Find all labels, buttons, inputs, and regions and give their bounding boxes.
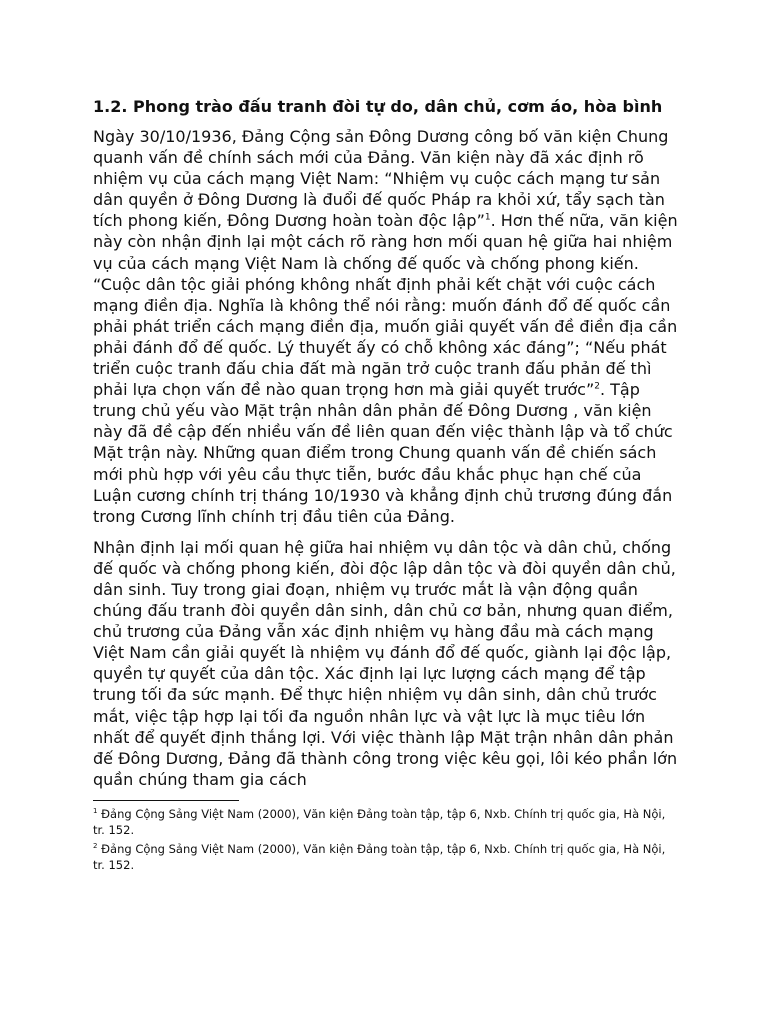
footnote-2-marker: 2 <box>93 842 98 851</box>
footnote-2-text: Đảng Cộng Sảng Việt Nam (2000), Văn kiện Đảng toàn tập, tập 6, Nxb. Chính trị quốc gia, Hà Nội, tr. 152. <box>93 841 666 873</box>
section-heading: 1.2. Phong trào đấu tranh đòi tự do, dân chủ, cơm áo, hòa bình <box>93 97 663 116</box>
footnote-ref-1[interactable]: 1 <box>484 213 491 224</box>
body-paragraph-1 <box>93 126 678 527</box>
paragraph-1-text-a: Ngày 30/10/1936, Đảng Cộng sản Đông Dương công bố văn kiện Chung quanh vấn đề chính sách mới của Đảng. Văn kiện này đã xác định rõ nhiệm vụ của cách mạng Việt Nam: “Nhiệm vụ cuộc cách mạng tư sản dân quyền ở Đông Dương là đuổi đế quốc Pháp ra khỏi xứ, tẩy sạch tàn tích phong kiến, Đông Dương hoàn toàn độc lập” <box>93 127 669 231</box>
footnote-1-text: Đảng Cộng Sảng Việt Nam (2000), Văn kiện Đảng toàn tập, tập 6, Nxb. Chính trị quốc gia, Hà Nội, tr. 152. <box>93 806 666 838</box>
footnote-1 <box>93 806 678 839</box>
footnote-ref-2[interactable]: 2 <box>594 381 600 392</box>
body-paragraph-2: Nhận định lại mối quan hệ giữa hai nhiệm vụ dân tộc và dân chủ, chống đế quốc và chống phong kiến, đòi độc lập dân tộc và đòi quyền dân chủ, dân sinh. Tuy trong giai đoạn, nhiệm vụ trước mắt là vận động quần chúng đấu tranh đòi quyền dân sinh, dân chủ cơ bản, nhưng quan điểm, chủ trương của Đảng vẫn xác định nhiệm vụ hàng đầu mà cách mạng Việt Nam cần giải quyết là nhiệm vụ đánh đổ đế quốc, giành lại độc lập, quyền tự quyết của dân tộc. Xác định lại lực lượng cách mạng để tập trung tối đa sức mạnh. Để thực hiện nhiệm vụ dân sinh, dân chủ trước mắt, việc tập hợp lại tối đa nguồn nhân lực và vật lực là mục tiêu lớn nhất để quyết định thắng lợi. Với việc thành lập Mặt trận nhân dân phản đế Đông Dương, Đảng đã thành công trong việc kêu gọi, lôi kéo phần lớn quần chúng tham gia cách <box>93 537 678 789</box>
footnote-2 <box>93 841 678 874</box>
paragraph-1-text-b: . Hơn thế nữa, văn kiện này còn nhận định lại một cách rõ ràng hơn mối quan hệ giữa hai nhiệm vụ của cách mạng Việt Nam là chống đế quốc và chống phong kiến. “Cuộc dân tộc giải phóng không nhất định phải kết chặt với cuộc cách mạng điền địa. Nghĩa là không thể nói rằng: muốn đánh đổ đế quốc cần phải phát triển cách mạng điền địa, muốn giải quyết vấn đề điền địa cần phải đánh đổ đế quốc. Lý thuyết ấy có chỗ không xác đáng”; “Nếu phát triển cuộc tranh đấu chia đất mà ngăn trở cuộc tranh đấu phản đế thì phải lựa chọn vấn đề nào quan trọng hơn mà giải quyết trước” <box>93 211 678 400</box>
document-page <box>93 96 678 876</box>
footnote-1-marker: 1 <box>93 807 98 816</box>
footnote-divider <box>93 800 239 801</box>
paragraph-1-text-c: . Tập trung chủ yếu vào Mặt trận nhân dân phản đế Đông Dương , văn kiện này đã đề cập đến nhiều vấn đề liên quan đến việc thành lập và tổ chức Mặt trận này. Những quan điểm trong Chung quanh vấn đề chiến sách mới phù hợp với yêu cầu thực tiễn, bước đầu khắc phục hạn chế của Luận cương chính trị tháng 10/1930 và khẳng định chủ trương đúng đắn trong Cương lĩnh chính trị đầu tiên của Đảng. <box>93 380 673 526</box>
